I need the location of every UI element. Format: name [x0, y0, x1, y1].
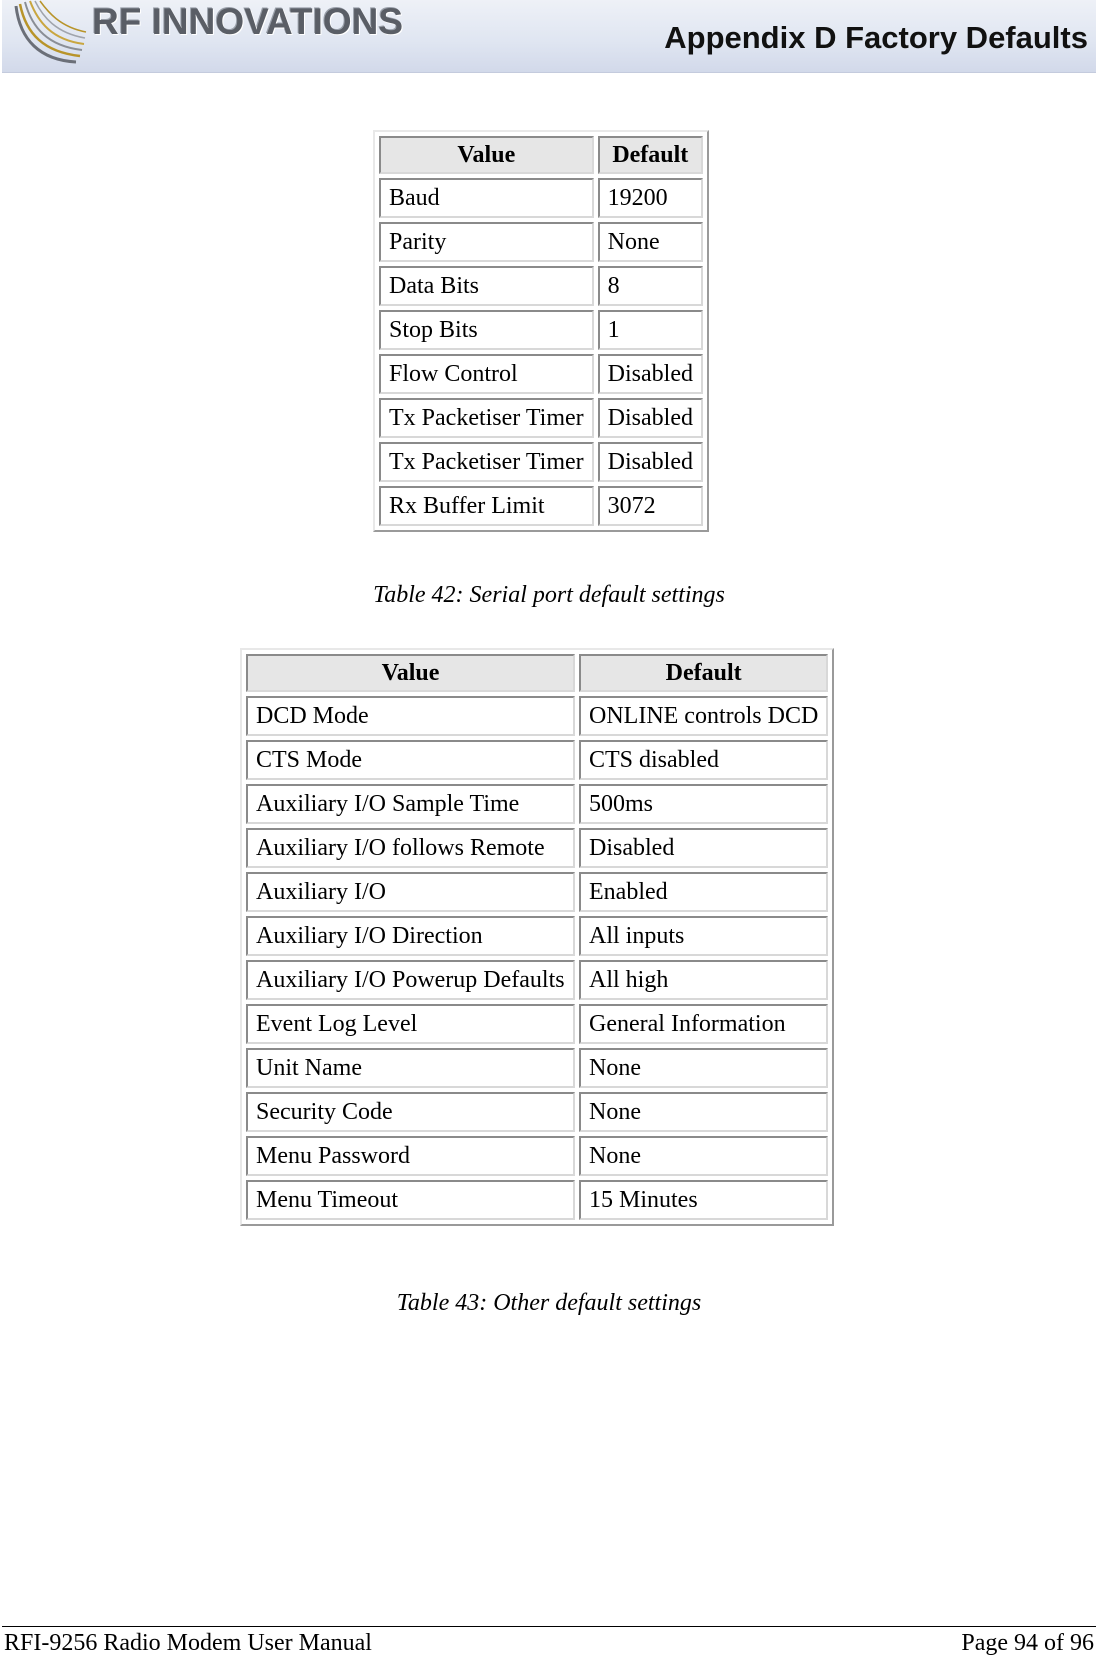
- cell-value: Auxiliary I/O: [246, 872, 575, 912]
- cell-default: None: [579, 1136, 828, 1176]
- cell-default: None: [598, 222, 703, 262]
- cell-default: Disabled: [579, 828, 828, 868]
- cell-default: General Information: [579, 1004, 828, 1044]
- cell-value: Auxiliary I/O Powerup Defaults: [246, 960, 575, 1000]
- table-row: [379, 354, 703, 394]
- footer-manual-title: RFI-9256 Radio Modem User Manual: [4, 1630, 372, 1656]
- table-row: [246, 916, 828, 956]
- table-header-row: [246, 654, 828, 692]
- cell-value: Flow Control: [379, 354, 594, 394]
- cell-default: Disabled: [598, 442, 703, 482]
- column-header-value: Value: [379, 136, 594, 174]
- table-row: [379, 178, 703, 218]
- table-header-row: [379, 136, 703, 174]
- column-header-default: Default: [579, 654, 828, 692]
- cell-value: Menu Password: [246, 1136, 575, 1176]
- cell-value: Data Bits: [379, 266, 594, 306]
- other-defaults-table: [240, 648, 834, 1226]
- cell-value: Stop Bits: [379, 310, 594, 350]
- table-42-caption: Table 42: Serial port default settings: [373, 582, 725, 608]
- footer-page-number: Page 94 of 96: [961, 1630, 1094, 1656]
- cell-default: 15 Minutes: [579, 1180, 828, 1220]
- table-row: [246, 1048, 828, 1088]
- cell-default: 8: [598, 266, 703, 306]
- table-row: [246, 1004, 828, 1044]
- cell-default: 1: [598, 310, 703, 350]
- cell-value: Tx Packetiser Timer: [379, 442, 594, 482]
- table-row: [246, 784, 828, 824]
- table-row: [379, 486, 703, 526]
- table-row: [246, 960, 828, 1000]
- cell-default: All high: [579, 960, 828, 1000]
- column-header-value: Value: [246, 654, 575, 692]
- table-row: [379, 398, 703, 438]
- logo-text: RF INNOVATIONS: [92, 1, 404, 42]
- table-row: [246, 696, 828, 736]
- page-header: [2, 0, 1096, 73]
- rf-innovations-logo: [10, 0, 404, 68]
- cell-default: None: [579, 1092, 828, 1132]
- serial-port-defaults-table: [373, 130, 709, 532]
- table-row: [246, 828, 828, 868]
- cell-value: Auxiliary I/O Sample Time: [246, 784, 575, 824]
- cell-value: Rx Buffer Limit: [379, 486, 594, 526]
- cell-value: Parity: [379, 222, 594, 262]
- logo-swoosh-icon: [10, 0, 90, 68]
- cell-default: 500ms: [579, 784, 828, 824]
- cell-default: None: [579, 1048, 828, 1088]
- cell-value: Tx Packetiser Timer: [379, 398, 594, 438]
- table-row: [379, 310, 703, 350]
- table-row: [246, 740, 828, 780]
- cell-value: Baud: [379, 178, 594, 218]
- cell-value: DCD Mode: [246, 696, 575, 736]
- cell-default: Enabled: [579, 872, 828, 912]
- cell-value: Auxiliary I/O follows Remote: [246, 828, 575, 868]
- cell-default: 3072: [598, 486, 703, 526]
- table-row: [246, 1092, 828, 1132]
- table-row: [246, 1136, 828, 1176]
- column-header-default: Default: [598, 136, 703, 174]
- cell-value: Security Code: [246, 1092, 575, 1132]
- table-43-caption: Table 43: Other default settings: [396, 1290, 702, 1316]
- cell-value: Unit Name: [246, 1048, 575, 1088]
- cell-value: Menu Timeout: [246, 1180, 575, 1220]
- page-title: Appendix D Factory Defaults: [664, 20, 1088, 55]
- cell-value: Event Log Level: [246, 1004, 575, 1044]
- cell-default: All inputs: [579, 916, 828, 956]
- table-row: [379, 266, 703, 306]
- cell-default: ONLINE controls DCD: [579, 696, 828, 736]
- table-row: [246, 872, 828, 912]
- cell-default: 19200: [598, 178, 703, 218]
- cell-default: Disabled: [598, 398, 703, 438]
- table-row: [379, 442, 703, 482]
- table-row: [379, 222, 703, 262]
- cell-default: Disabled: [598, 354, 703, 394]
- cell-value: CTS Mode: [246, 740, 575, 780]
- cell-value: Auxiliary I/O Direction: [246, 916, 575, 956]
- table-row: [246, 1180, 828, 1220]
- cell-default: CTS disabled: [579, 740, 828, 780]
- footer-divider: [2, 1626, 1096, 1627]
